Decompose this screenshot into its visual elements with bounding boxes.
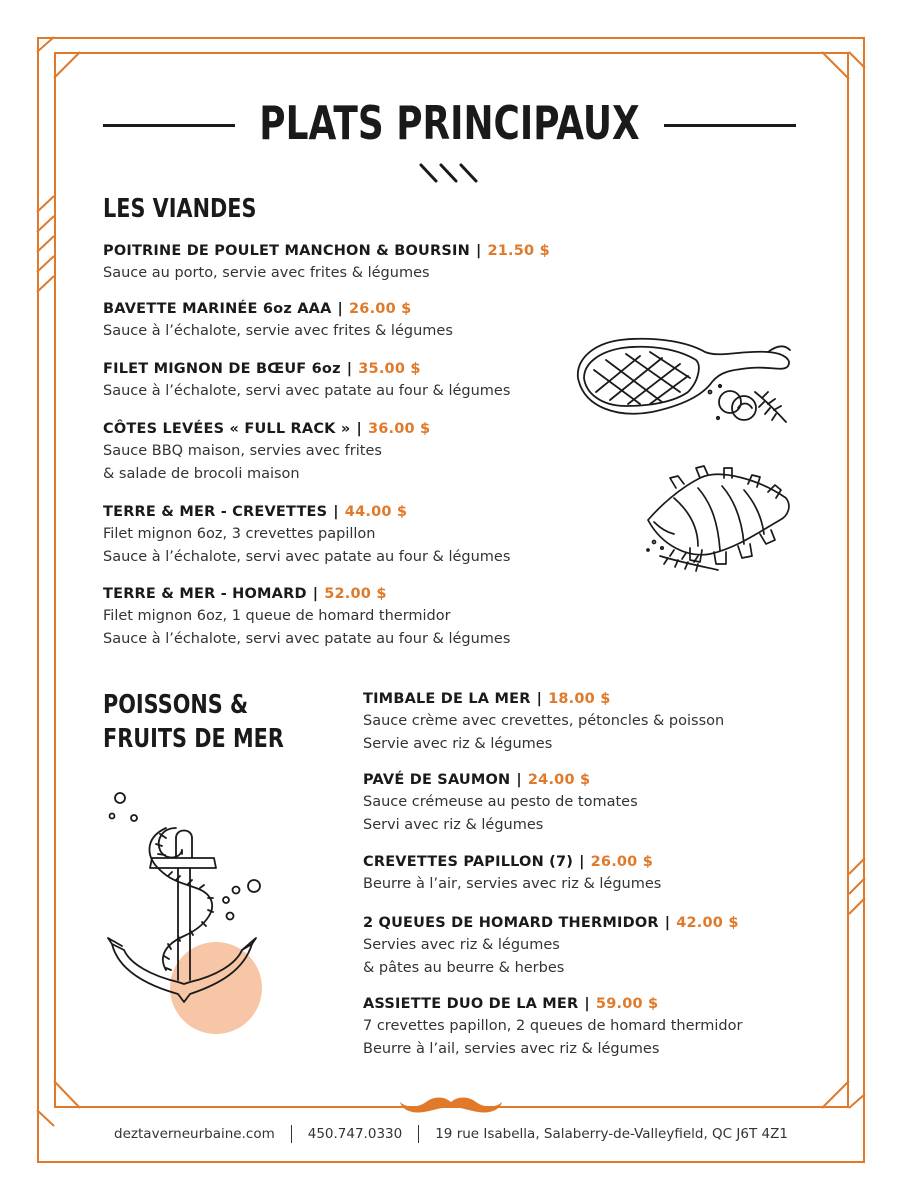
item-name: CREVETTES PAPILLON (7): [363, 854, 574, 870]
item-description: Beurre à l’air, servies avec riz & légumes: [363, 876, 662, 892]
menu-item: PAVÉ DE SAUMON | 24.00 $ Sauce crémeuse au pesto de tomates Servi avec riz & légumes: [363, 769, 638, 836]
footer-address: 19 rue Isabella, Salaberry-de-Valleyfield, QC J6T 4Z1: [435, 1126, 788, 1142]
section-title-seafood-line1: POISSONS &: [103, 690, 249, 720]
footer-separator: [418, 1125, 419, 1143]
footer: [84, 1122, 818, 1146]
menu-item: TIMBALE DE LA MER | 18.00 $ Sauce crème avec crevettes, pétoncles & poisson Servie avec riz & légumes: [363, 688, 724, 755]
item-description: 7 crevettes papillon, 2 queues de homard thermidor: [363, 1018, 743, 1034]
item-price: 52.00 $: [324, 586, 387, 602]
item-price: 36.00 $: [367, 421, 431, 437]
menu-item: BAVETTE MARINÉE 6oz AAA | 26.00 $ Sauce à l’échalote, servie avec frites & légumes: [103, 298, 453, 343]
item-name: ASSIETTE DUO DE LA MER: [363, 996, 579, 1012]
menu-item: FILET MIGNON DE BŒUF 6oz | 35.00 $ Sauce à l’échalote, servi avec patate au four & légumes: [103, 358, 510, 403]
item-name: TIMBALE DE LA MER: [363, 691, 531, 707]
item-name: POITRINE DE POULET MANCHON & BOURSIN: [103, 243, 470, 259]
item-description: Filet mignon 6oz, 3 crevettes papillon: [103, 526, 376, 542]
item-price: 26.00 $: [349, 301, 412, 317]
footer-phone[interactable]: 450.747.0330: [307, 1126, 403, 1142]
footer-website[interactable]: deztaverneurbaine.com: [114, 1126, 275, 1142]
title-slashes-ornament: [418, 160, 484, 186]
item-description: Sauce crème avec crevettes, pétoncles & poisson: [363, 713, 725, 729]
ribs-icon: [640, 458, 800, 578]
item-price: 35.00 $: [358, 361, 421, 377]
item-description: Servies avec riz & légumes: [363, 937, 560, 953]
item-description: & pâtes au beurre & herbes: [363, 959, 565, 976]
menu-item: TERRE & MER - CREVETTES | 44.00 $ Filet mignon 6oz, 3 crevettes papillon Sauce à l’échalote, servi avec patate au four & légumes: [103, 501, 510, 568]
item-price: 24.00 $: [527, 772, 591, 788]
item-description: Sauce à l’échalote, servi avec patate au four & légumes: [103, 630, 511, 647]
menu-item: TERRE & MER - HOMARD | 52.00 $ Filet mignon 6oz, 1 queue de homard thermidor Sauce à l’échalote, servi avec patate au four & légumes: [103, 583, 510, 650]
mustache-icon: [398, 1094, 504, 1116]
item-price: 21.50 $: [487, 243, 550, 259]
item-name: PAVÉ DE SAUMON: [363, 772, 511, 788]
item-name: CÔTES LEVÉES « FULL RACK »: [103, 421, 351, 437]
menu-item: CREVETTES PAPILLON (7) | 26.00 $ Beurre à l’air, servies avec riz & légumes: [363, 851, 661, 896]
item-price: 18.00 $: [548, 691, 611, 707]
item-name: TERRE & MER - HOMARD: [103, 586, 307, 602]
item-name: 2 QUEUES DE HOMARD THERMIDOR: [363, 915, 659, 931]
item-description: Sauce à l’échalote, servie avec frites & légumes: [103, 323, 453, 339]
anchor-icon: [104, 788, 269, 1043]
item-price: 44.00 $: [344, 504, 408, 520]
menu-item: ASSIETTE DUO DE LA MER | 59.00 $ 7 crevettes papillon, 2 queues de homard thermidor Beurre à l’ail, servies avec riz & légumes: [363, 993, 742, 1060]
item-description: Servie avec riz & légumes: [363, 735, 553, 752]
item-description: & salade de brocoli maison: [103, 465, 300, 482]
item-price: 42.00 $: [676, 915, 739, 931]
footer-separator: [291, 1125, 292, 1143]
item-description: Servi avec riz & légumes: [363, 816, 544, 833]
item-description: Sauce BBQ maison, servies avec frites: [103, 443, 382, 459]
menu-item: CÔTES LEVÉES « FULL RACK » | 36.00 $ Sauce BBQ maison, servies avec frites & salade de brocoli maison: [103, 418, 430, 485]
item-name: TERRE & MER - CREVETTES: [103, 504, 328, 520]
item-description: Sauce au porto, servie avec frites & légumes: [103, 265, 430, 281]
section-title-seafood-line2: FRUITS DE MER: [103, 724, 284, 754]
title-rule-right: [664, 124, 796, 127]
page-title: PLATS PRINCIPAUX: [259, 96, 640, 150]
item-description: Sauce à l’échalote, servi avec patate au four & légumes: [103, 383, 511, 399]
item-description: Filet mignon 6oz, 1 queue de homard thermidor: [103, 608, 451, 624]
title-block: [103, 88, 796, 158]
steak-icon: [570, 330, 795, 430]
item-price: 59.00 $: [595, 996, 659, 1012]
item-description: Sauce à l’échalote, servi avec patate au four & légumes: [103, 548, 511, 565]
item-description: Sauce crémeuse au pesto de tomates: [363, 794, 638, 810]
section-title-meats: LES VIANDES: [103, 194, 257, 224]
menu-item: POITRINE DE POULET MANCHON & BOURSIN | 21.50 $ Sauce au porto, servie avec frites & légumes: [103, 240, 550, 285]
menu-item: 2 QUEUES DE HOMARD THERMIDOR | 42.00 $ Servies avec riz & légumes & pâtes au beurre & herbes: [363, 912, 739, 979]
item-description: Beurre à l’ail, servies avec riz & légumes: [363, 1040, 660, 1057]
item-price: 26.00 $: [590, 854, 654, 870]
item-name: FILET MIGNON DE BŒUF 6oz: [103, 361, 341, 377]
item-name: BAVETTE MARINÉE 6oz AAA: [103, 301, 332, 317]
